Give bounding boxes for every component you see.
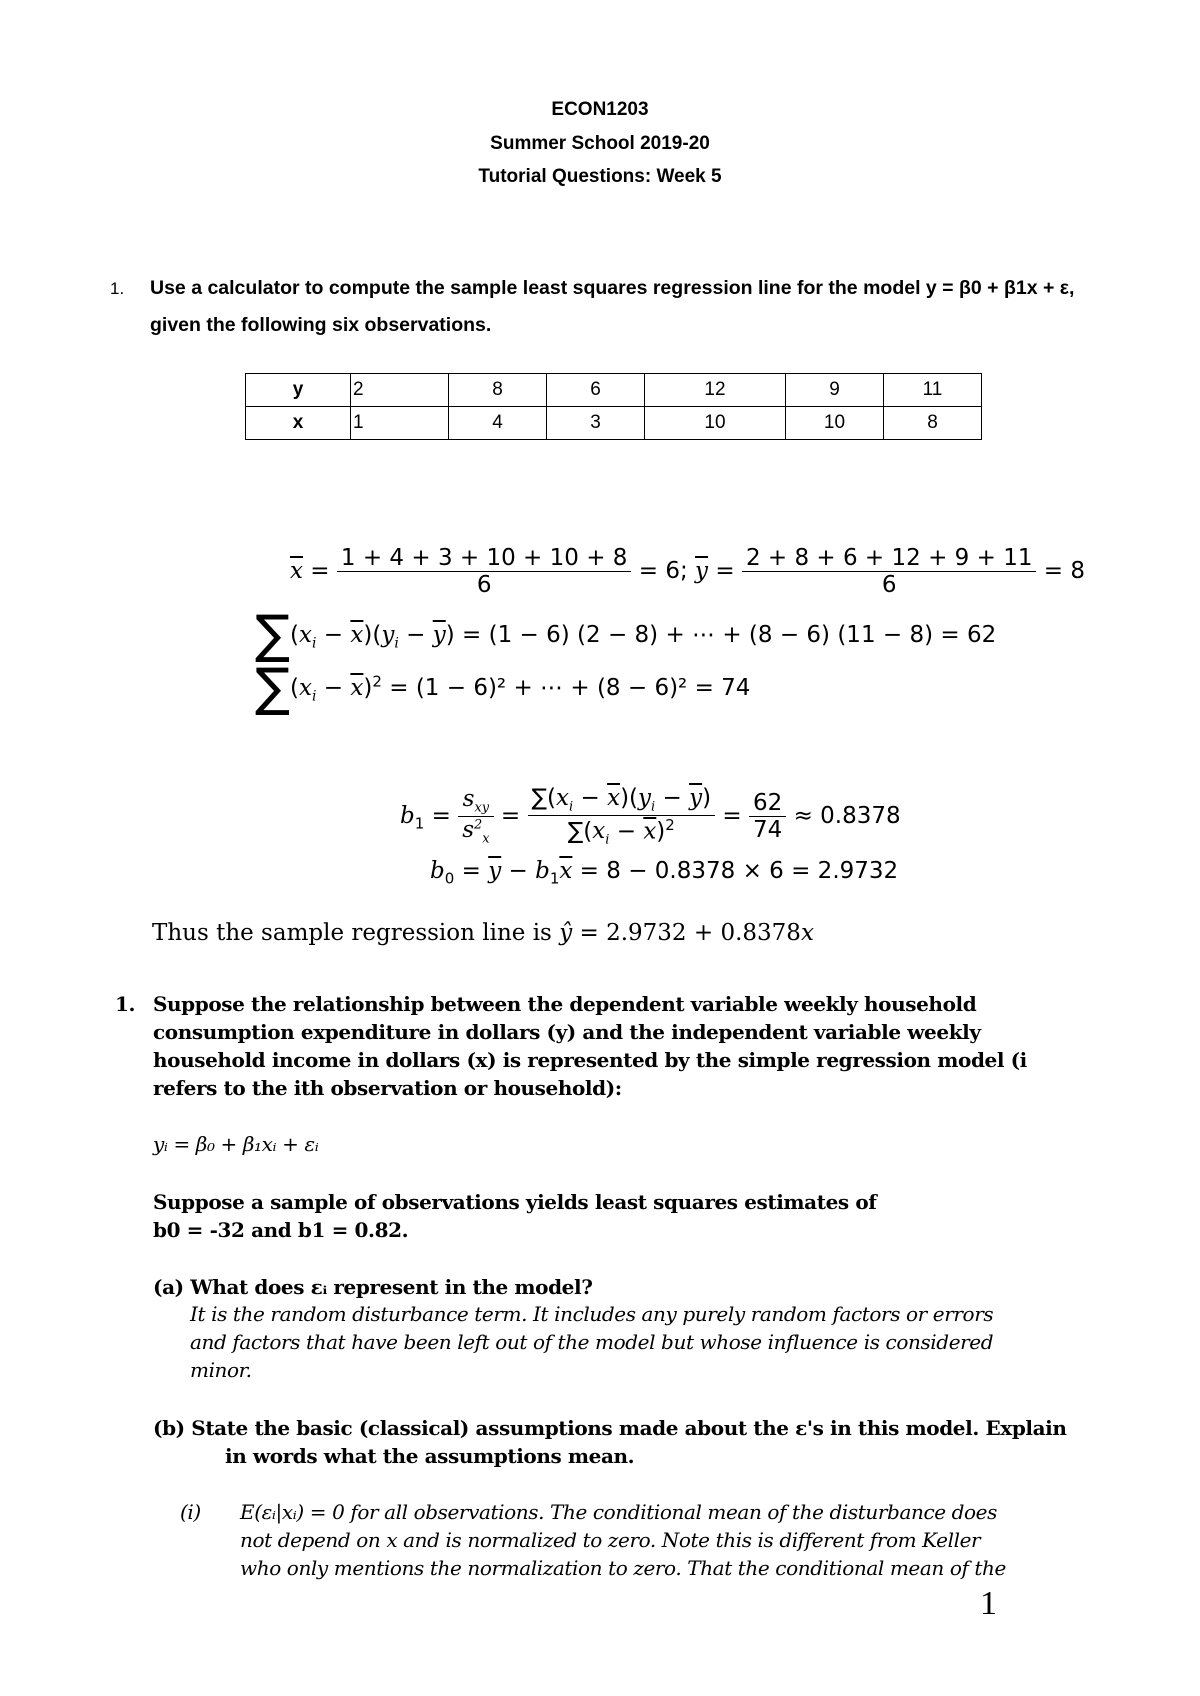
table-cell: 6 [547, 374, 645, 407]
q2-intro-line-4: refers to the ith observation or household): [153, 1076, 622, 1100]
regression-conclusion: Thus the sample regression line is ŷ = 2.9732 + 0.8378x [152, 920, 814, 946]
session-title: Summer School 2019-20 [490, 133, 710, 154]
table-cell: 10 [645, 407, 786, 440]
part-a-question: (a) What does εᵢ represent in the model? [153, 1275, 593, 1299]
assumption-i-line-2: not depend on x and is normalized to zero. Note this is different from Keller [240, 1528, 981, 1552]
table-cell: 4 [449, 407, 547, 440]
question-1-number: 1. [110, 279, 125, 298]
regression-model: yᵢ = β₀ + β₁xᵢ + εᵢ [153, 1132, 319, 1156]
page-title: Tutorial Questions: Week 5 [478, 166, 722, 187]
xbar-result: = 6; [638, 558, 688, 584]
b0-equation: $b_0 = \overline{y} - b_1\overline{x} = 8 - 0.8378 \times 6 = 2.9732$ [430, 858, 899, 888]
means-equation: $\overline{x}$ = $\frac{1 + 4 + 3 + 10 + 10 + 8}{6}$ = 6; $\overline{y}$ = $\frac{2 + 8 + 6 + 12 + 9 + 11}{6}$ = 8 [290, 545, 1086, 598]
table-label-x: x [246, 407, 351, 440]
b0-expression: = 8 − 0.8378 × 6 = 2.9732 [579, 858, 899, 884]
ybar-result: = 8 [1043, 558, 1086, 584]
table-cell: 3 [547, 407, 645, 440]
sxy-equation: $\sum(x_i - \overline{x})(y_i - \overline{y}) = (1 - 6) (2 - 8)$ + ⋯ + (8 − 6) (11 − 8) = 62 [255, 605, 997, 665]
b1-fraction: $\frac{62}{74}$ [749, 790, 786, 843]
table-cell: 12 [645, 374, 786, 407]
table-row-y [246, 374, 982, 407]
part-a-answer-line-3: minor. [190, 1358, 252, 1382]
part-a-answer-line-2: and factors that have been left out of the model but whose influence is considered [190, 1330, 994, 1354]
table-cell: 8 [884, 407, 982, 440]
table-cell: 1 [351, 407, 449, 440]
assumption-i-line-1: E(εᵢ|xᵢ) = 0 for all observations. The conditional mean of the disturbance does [240, 1500, 997, 1524]
sxy-expression: (1 − 6) (2 − 8) + ⋯ + (8 − 6) (11 − 8) = 62 [488, 622, 997, 648]
part-b-question-line-2: in words what the assumptions mean. [225, 1444, 635, 1468]
ybar-fraction: $\frac{2 + 8 + 6 + 12 + 9 + 11}{6}$ [742, 545, 1037, 598]
q2-intro-line-1: Suppose the relationship between the dependent variable weekly household [153, 992, 977, 1016]
assumption-i-label: (i) [180, 1500, 201, 1524]
table-cell: 11 [884, 374, 982, 407]
course-code: ECON1203 [551, 99, 649, 120]
part-a-answer-line-1: It is the random disturbance term. It includes any purely random factors or errors [190, 1302, 994, 1326]
q2-estimates-line-1: Suppose a sample of observations yields least squares estimates of [153, 1190, 877, 1214]
conclusion-text: Thus the sample regression line is [152, 920, 552, 946]
observations-table [245, 373, 982, 440]
table-cell: 2 [351, 374, 449, 407]
q2-estimates-line-2: b0 = -32 and b1 = 0.82. [153, 1218, 409, 1242]
part-b-question-line-1: (b) State the basic (classical) assumptions made about the ε's in this model. Explain [153, 1416, 1067, 1440]
table-cell: 8 [449, 374, 547, 407]
question-1-line-2: given the following six observations. [150, 314, 492, 336]
page-number: 1 [980, 1585, 997, 1622]
table-cell: 9 [786, 374, 884, 407]
sxx-expression: (1 − 6)² + ⋯ + (8 − 6)² = 74 [415, 675, 751, 701]
q2-intro-line-3: household income in dollars (x) is represented by the simple regression model (i [153, 1048, 1027, 1072]
question-2-number: 1. [115, 992, 136, 1016]
question-1-line-1: Use a calculator to compute the sample least squares regression line for the model y = β0 + β1x + ε, [150, 277, 1075, 299]
b1-equation: $b_1$ = $\frac{s_{xy}}{s^2_x}$ = $\frac{\sum(x_i - \overline{x})(y_i - \overline{y})}{\sum(x_i - \overline{x})^2}$ = $\frac{62}{74}$ ≈ 0.8378 [400, 785, 901, 848]
xbar-fraction: $\frac{1 + 4 + 3 + 10 + 10 + 8}{6}$ [337, 545, 632, 598]
table-cell: 10 [786, 407, 884, 440]
table-row-x [246, 407, 982, 440]
table-label-y: y [246, 374, 351, 407]
conclusion-equation: = 2.9732 + 0.8378 [579, 920, 801, 946]
b1-result: ≈ 0.8378 [793, 802, 901, 829]
sxx-equation: $\sum(x_i - \overline{x})^2 = (1 - 6)^2$ + ⋯ + (8 − 6)² = 74 [255, 658, 751, 718]
q2-intro-line-2: consumption expenditure in dollars (y) and the independent variable weekly [153, 1020, 981, 1044]
assumption-i-line-3: who only mentions the normalization to zero. That the conditional mean of the [240, 1556, 1006, 1580]
